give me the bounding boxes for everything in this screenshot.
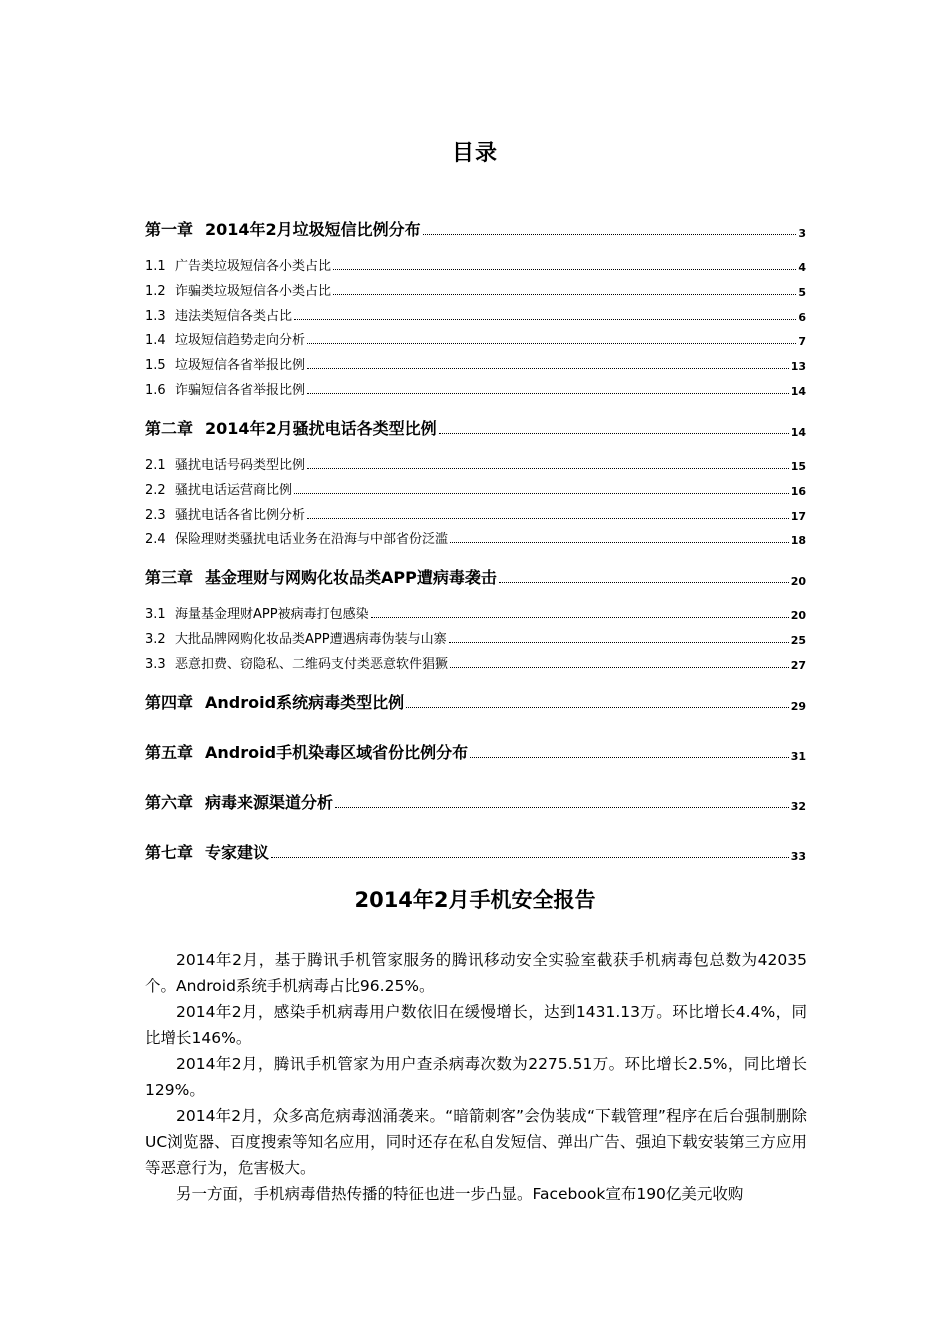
toc-section-1-3[interactable]	[145, 306, 806, 324]
toc-page-number: 27	[790, 659, 806, 672]
body-paragraph: 2014年2月，众多高危病毒汹涌袭来。“暗箭刺客”会伪装成“下载管理”程序在后台强制删除UC浏览器、百度搜索等知名应用，同时还存在私自发短信、弹出广告、强迫下载安装第三方应用等恶意行为，危害极大。	[145, 1107, 807, 1177]
report-title: 2014年2月手机安全报告	[354, 888, 596, 912]
toc-section-1-4[interactable]	[145, 330, 806, 348]
body-paragraph: 2014年2月，基于腾讯手机管家服务的腾讯移动安全实验室截获手机病毒包总数为42035个。Android系统手机病毒占比96.25%。	[145, 951, 807, 995]
toc-number: 3.2	[145, 632, 166, 647]
toc-page-number: 3	[798, 227, 806, 240]
toc-number: 第七章	[145, 843, 194, 862]
toc-entry-title: 骚扰电话运营商比例	[175, 483, 293, 498]
toc-page-number: 32	[790, 800, 806, 813]
toc-page-number: 31	[790, 750, 806, 763]
toc-entry-title: 违法类短信各类占比	[175, 309, 293, 324]
toc-entry-title: 保险理财类骚扰电话业务在沿海与中部省份泛滥	[175, 532, 449, 547]
toc-chapter-6[interactable]	[145, 791, 806, 813]
toc-title: 目录	[451, 141, 498, 166]
toc-page-number: 14	[790, 385, 806, 398]
toc-entry-title: Android手机染毒区域省份比例分布	[205, 743, 469, 762]
toc-number: 1.1	[145, 259, 166, 274]
toc-entry-title: 广告类垃圾短信各小类占比	[175, 259, 332, 274]
toc-section-3-3[interactable]	[145, 654, 806, 672]
toc-number: 第二章	[145, 419, 194, 438]
toc-chapter-1[interactable]	[145, 218, 806, 240]
toc-entry-title: Android系统病毒类型比例	[205, 693, 405, 712]
toc-chapter-3[interactable]	[145, 566, 806, 588]
toc-number: 3.3	[145, 657, 166, 672]
dot-leader	[449, 642, 789, 643]
toc-number: 1.4	[145, 333, 166, 348]
dot-leader	[406, 707, 789, 708]
dot-leader	[307, 343, 796, 344]
toc-section-2-2[interactable]	[145, 480, 806, 498]
dot-leader	[294, 493, 789, 494]
toc-entry-title: 恶意扣费、窃隐私、二维码支付类恶意软件猖獗	[175, 657, 449, 672]
toc-number: 第三章	[145, 568, 194, 587]
dot-leader	[307, 468, 789, 469]
dot-leader	[294, 319, 796, 320]
dot-leader	[470, 757, 789, 758]
body-paragraph: 2014年2月，感染手机病毒用户数依旧在缓慢增长，达到1431.13万。环比增长4.4%，同比增长146%。	[145, 1003, 807, 1047]
toc-chapter-5[interactable]	[145, 741, 806, 763]
toc-section-2-4[interactable]	[145, 529, 806, 547]
toc-number: 2.3	[145, 508, 166, 523]
toc-section-1-6[interactable]	[145, 380, 806, 398]
toc-page-number: 15	[790, 460, 806, 473]
toc-number: 2.4	[145, 532, 166, 547]
toc-page-number: 33	[790, 850, 806, 863]
toc-chapter-2[interactable]	[145, 417, 806, 439]
dot-leader	[439, 433, 789, 434]
toc-chapter-7[interactable]	[145, 841, 806, 863]
toc-section-1-2[interactable]	[145, 281, 806, 299]
dot-leader	[499, 582, 789, 583]
toc-section-3-1[interactable]	[145, 604, 806, 622]
toc-number: 第一章	[145, 220, 194, 239]
toc-section-2-3[interactable]	[145, 505, 806, 523]
dot-leader	[307, 368, 789, 369]
toc-entry-title: 骚扰电话号码类型比例	[175, 458, 306, 473]
toc-page-number: 14	[790, 426, 806, 439]
toc-number: 第四章	[145, 693, 194, 712]
body-paragraph: 2014年2月，腾讯手机管家为用户查杀病毒次数为2275.51万。环比增长2.5%，同比增长129%。	[145, 1055, 807, 1099]
toc-page-number: 18	[790, 534, 806, 547]
dot-leader	[333, 294, 796, 295]
toc-entry-title: 大批品牌网购化妆品类APP遭遇病毒伪装与山寨	[175, 632, 447, 647]
toc-entry-title: 2014年2月骚扰电话各类型比例	[205, 419, 437, 438]
toc-entry-title: 垃圾短信趋势走向分析	[175, 333, 306, 348]
toc-page-number: 13	[790, 360, 806, 373]
toc-page-number: 20	[790, 609, 806, 622]
toc-page-number: 7	[798, 335, 806, 348]
toc-page-number: 16	[790, 485, 806, 498]
dot-leader	[333, 269, 796, 270]
toc-section-2-1[interactable]	[145, 455, 806, 473]
toc-section-1-1[interactable]	[145, 256, 806, 274]
dot-leader	[371, 617, 789, 618]
toc-entry-title: 海量基金理财APP被病毒打包感染	[175, 607, 369, 622]
toc-number: 2.1	[145, 458, 166, 473]
toc-page-number: 4	[798, 261, 806, 274]
toc-section-1-5[interactable]	[145, 355, 806, 373]
toc-page-number: 29	[790, 700, 806, 713]
toc-entry-title: 垃圾短信各省举报比例	[175, 358, 306, 373]
report-body	[145, 947, 807, 1207]
body-paragraph: 另一方面，手机病毒借热传播的特征也进一步凸显。Facebook宣布190亿美元收购	[176, 1185, 744, 1203]
toc-entry-title: 专家建议	[205, 843, 270, 862]
dot-leader	[423, 234, 797, 235]
toc-number: 2.2	[145, 483, 166, 498]
toc-number: 1.2	[145, 284, 166, 299]
toc-number: 第五章	[145, 743, 194, 762]
toc-number: 1.3	[145, 309, 166, 324]
toc-entry-title: 诈骗类垃圾短信各小类占比	[175, 284, 332, 299]
toc-page-number: 25	[790, 634, 806, 647]
dot-leader	[271, 857, 789, 858]
toc-page-number: 6	[798, 311, 806, 324]
dot-leader	[335, 807, 789, 808]
toc-number: 1.5	[145, 358, 166, 373]
toc-number: 3.1	[145, 607, 166, 622]
dot-leader	[307, 518, 789, 519]
toc-page-number: 20	[790, 575, 806, 588]
dot-leader	[307, 393, 789, 394]
toc-section-3-2[interactable]	[145, 629, 806, 647]
toc-number: 1.6	[145, 383, 166, 398]
dot-leader	[450, 667, 789, 668]
toc-entry-title: 基金理财与网购化妆品类APP遭病毒袭击	[205, 568, 497, 587]
toc-page-number: 17	[790, 510, 806, 523]
dot-leader	[450, 542, 789, 543]
toc-chapter-4[interactable]	[145, 691, 806, 713]
toc-entry-title: 2014年2月垃圾短信比例分布	[205, 220, 421, 239]
toc-number: 第六章	[145, 793, 194, 812]
toc-entry-title: 骚扰电话各省比例分析	[175, 508, 306, 523]
toc-page-number: 5	[798, 286, 806, 299]
toc-entry-title: 病毒来源渠道分析	[205, 793, 334, 812]
toc-entry-title: 诈骗短信各省举报比例	[175, 383, 306, 398]
